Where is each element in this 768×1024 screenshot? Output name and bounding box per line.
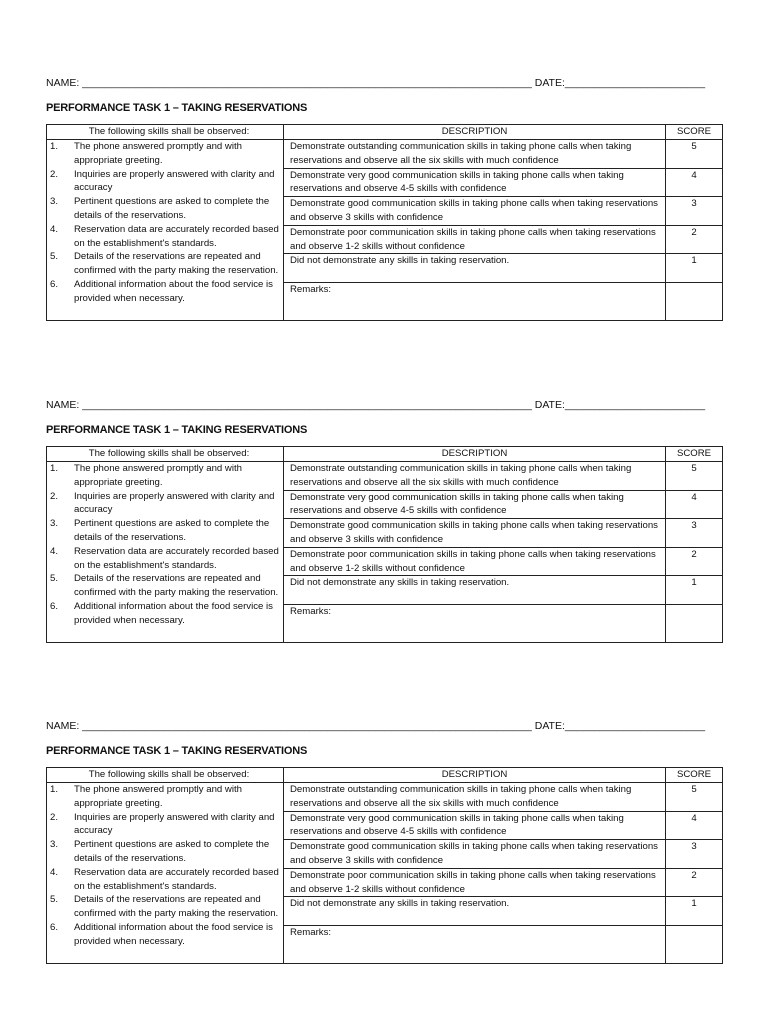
score-cell[interactable]: 3	[666, 519, 723, 548]
skill-text: Details of the reservations are repeated and confirmed with the party making the reservation.	[74, 894, 279, 920]
score-cell[interactable]: 4	[666, 490, 723, 519]
task-title: PERFORMANCE TASK 1 – TAKING RESERVATIONS	[46, 102, 308, 114]
score-cell[interactable]: 1	[666, 897, 723, 926]
skill-item	[50, 517, 281, 545]
description-cell: Did not demonstrate any skills in taking reservation.	[284, 576, 666, 605]
skill-number: 2.	[50, 168, 59, 180]
description-cell: Demonstrate good communication skills in taking phone calls when taking reservations and observe 3 skills with confidence	[284, 840, 666, 869]
description-cell: Demonstrate outstanding communication skills in taking phone calls when taking reservations and observe all the six skills with much confidence	[284, 462, 666, 491]
skill-text: The phone answered promptly and with appropriate greeting.	[74, 463, 242, 488]
score-header: SCORE	[666, 125, 723, 140]
skill-number: 5.	[50, 573, 59, 585]
skills-header: The following skills shall be observed:	[47, 768, 284, 783]
description-cell: Demonstrate good communication skills in taking phone calls when taking reservations and observe 3 skills with confidence	[284, 197, 666, 226]
score-cell[interactable]: 1	[666, 254, 723, 283]
skill-item	[50, 490, 281, 518]
skill-text: The phone answered promptly and with appropriate greeting.	[74, 784, 242, 809]
description-cell: Demonstrate outstanding communication skills in taking phone calls when taking reservations and observe all the six skills with much confidence	[284, 140, 666, 169]
skill-item	[50, 572, 281, 600]
skill-item	[50, 545, 281, 573]
description-header: DESCRIPTION	[284, 447, 666, 462]
score-cell[interactable]: 3	[666, 840, 723, 869]
skill-item	[50, 462, 281, 490]
skill-number: 6.	[50, 278, 59, 290]
rubric-table	[46, 767, 723, 964]
skill-text: Additional information about the food service is provided when necessary.	[74, 600, 273, 626]
remarks-field[interactable]: Remarks:	[284, 925, 666, 963]
skill-item	[50, 223, 281, 251]
skill-text: Inquiries are properly answered with clarity and accuracy	[74, 168, 275, 194]
score-cell[interactable]: 2	[666, 868, 723, 897]
remarks-score-cell[interactable]	[666, 925, 723, 963]
evaluation-form-2	[46, 398, 722, 643]
remarks-field[interactable]: Remarks:	[284, 604, 666, 642]
skill-text: Inquiries are properly answered with clarity and accuracy	[74, 811, 275, 837]
skill-item	[50, 838, 281, 866]
description-cell: Demonstrate good communication skills in taking phone calls when taking reservations and observe 3 skills with confidence	[284, 519, 666, 548]
skill-number: 1.	[50, 784, 59, 795]
evaluation-form-1	[46, 76, 722, 321]
header-row	[47, 447, 723, 462]
rubric-row	[47, 783, 723, 812]
task-title: PERFORMANCE TASK 1 – TAKING RESERVATIONS	[46, 424, 308, 436]
skill-number: 2.	[50, 811, 59, 823]
remarks-score-cell[interactable]	[666, 282, 723, 320]
skill-item	[50, 600, 281, 628]
skill-item	[50, 168, 281, 196]
description-cell: Demonstrate poor communication skills in taking phone calls when taking reservations and observe 1-2 skills without confidence	[284, 868, 666, 897]
skill-number: 6.	[50, 600, 59, 612]
skill-number: 3.	[50, 518, 59, 530]
score-cell[interactable]: 2	[666, 547, 723, 576]
skills-list	[47, 462, 284, 643]
description-header: DESCRIPTION	[284, 768, 666, 783]
header-row	[47, 125, 723, 140]
score-header: SCORE	[666, 768, 723, 783]
skill-number: 1.	[50, 141, 59, 152]
skill-item	[50, 278, 281, 306]
skill-text: Pertinent questions are asked to complete the details of the reservations.	[74, 196, 270, 221]
skill-number: 4.	[50, 545, 59, 557]
rubric-table	[46, 446, 723, 643]
score-cell[interactable]: 5	[666, 462, 723, 491]
skill-number: 4.	[50, 866, 59, 878]
score-cell[interactable]: 2	[666, 225, 723, 254]
description-cell: Did not demonstrate any skills in taking reservation.	[284, 254, 666, 283]
skill-item	[50, 811, 281, 839]
name-date-line[interactable]: NAME: _____________________________________________________________________________ DATE:________________________	[46, 720, 706, 732]
score-cell[interactable]: 5	[666, 783, 723, 812]
skill-item	[50, 893, 281, 921]
name-date-line[interactable]: NAME: _____________________________________________________________________________ DATE:________________________	[46, 399, 706, 411]
skill-number: 6.	[50, 921, 59, 933]
skill-number: 5.	[50, 894, 59, 906]
skills-list	[47, 783, 284, 964]
score-cell[interactable]: 4	[666, 811, 723, 840]
score-cell[interactable]: 1	[666, 576, 723, 605]
skill-number: 3.	[50, 196, 59, 208]
description-cell: Demonstrate outstanding communication skills in taking phone calls when taking reservations and observe all the six skills with much confidence	[284, 783, 666, 812]
skill-text: Pertinent questions are asked to complete the details of the reservations.	[74, 839, 270, 864]
skills-header: The following skills shall be observed:	[47, 125, 284, 140]
rubric-row	[47, 140, 723, 169]
description-cell: Demonstrate very good communication skills in taking phone calls when taking reservations and observe 4-5 skills with confidence	[284, 490, 666, 519]
description-cell: Demonstrate poor communication skills in taking phone calls when taking reservations and observe 1-2 skills without confidence	[284, 225, 666, 254]
skill-item	[50, 140, 281, 168]
skill-text: Reservation data are accurately recorded based on the establishment's standards.	[74, 866, 279, 892]
remarks-score-cell[interactable]	[666, 604, 723, 642]
description-cell: Demonstrate poor communication skills in taking phone calls when taking reservations and observe 1-2 skills without confidence	[284, 547, 666, 576]
skill-text: Reservation data are accurately recorded based on the establishment's standards.	[74, 223, 279, 249]
skill-number: 3.	[50, 839, 59, 851]
skills-list	[47, 140, 284, 321]
name-date-line[interactable]: NAME: _____________________________________________________________________________ DATE:________________________	[46, 77, 706, 89]
skill-text: Reservation data are accurately recorded based on the establishment's standards.	[74, 545, 279, 571]
skill-text: Details of the reservations are repeated and confirmed with the party making the reservation.	[74, 573, 279, 599]
evaluation-form-3	[46, 719, 722, 964]
skill-text: Additional information about the food service is provided when necessary.	[74, 278, 273, 304]
skill-item	[50, 921, 281, 949]
task-title: PERFORMANCE TASK 1 – TAKING RESERVATIONS	[46, 745, 308, 757]
skills-header: The following skills shall be observed:	[47, 447, 284, 462]
header-row	[47, 768, 723, 783]
skill-item	[50, 866, 281, 894]
skill-text: Inquiries are properly answered with clarity and accuracy	[74, 490, 275, 516]
skill-text: Pertinent questions are asked to complete the details of the reservations.	[74, 518, 270, 543]
description-header: DESCRIPTION	[284, 125, 666, 140]
description-cell: Demonstrate very good communication skills in taking phone calls when taking reservations and observe 4-5 skills with confidence	[284, 811, 666, 840]
skill-item	[50, 195, 281, 223]
description-cell: Demonstrate very good communication skills in taking phone calls when taking reservations and observe 4-5 skills with confidence	[284, 168, 666, 197]
score-cell[interactable]: 5	[666, 140, 723, 169]
skill-item	[50, 250, 281, 278]
rubric-table	[46, 124, 723, 321]
description-cell: Did not demonstrate any skills in taking reservation.	[284, 897, 666, 926]
skill-text: The phone answered promptly and with appropriate greeting.	[74, 141, 242, 166]
skill-text: Additional information about the food service is provided when necessary.	[74, 921, 273, 947]
skill-text: Details of the reservations are repeated and confirmed with the party making the reservation.	[74, 251, 279, 277]
remarks-field[interactable]: Remarks:	[284, 282, 666, 320]
score-header: SCORE	[666, 447, 723, 462]
skill-number: 4.	[50, 223, 59, 235]
skill-item	[50, 783, 281, 811]
skill-number: 1.	[50, 463, 59, 474]
skill-number: 5.	[50, 251, 59, 263]
score-cell[interactable]: 4	[666, 168, 723, 197]
score-cell[interactable]: 3	[666, 197, 723, 226]
rubric-row	[47, 462, 723, 491]
skill-number: 2.	[50, 490, 59, 502]
